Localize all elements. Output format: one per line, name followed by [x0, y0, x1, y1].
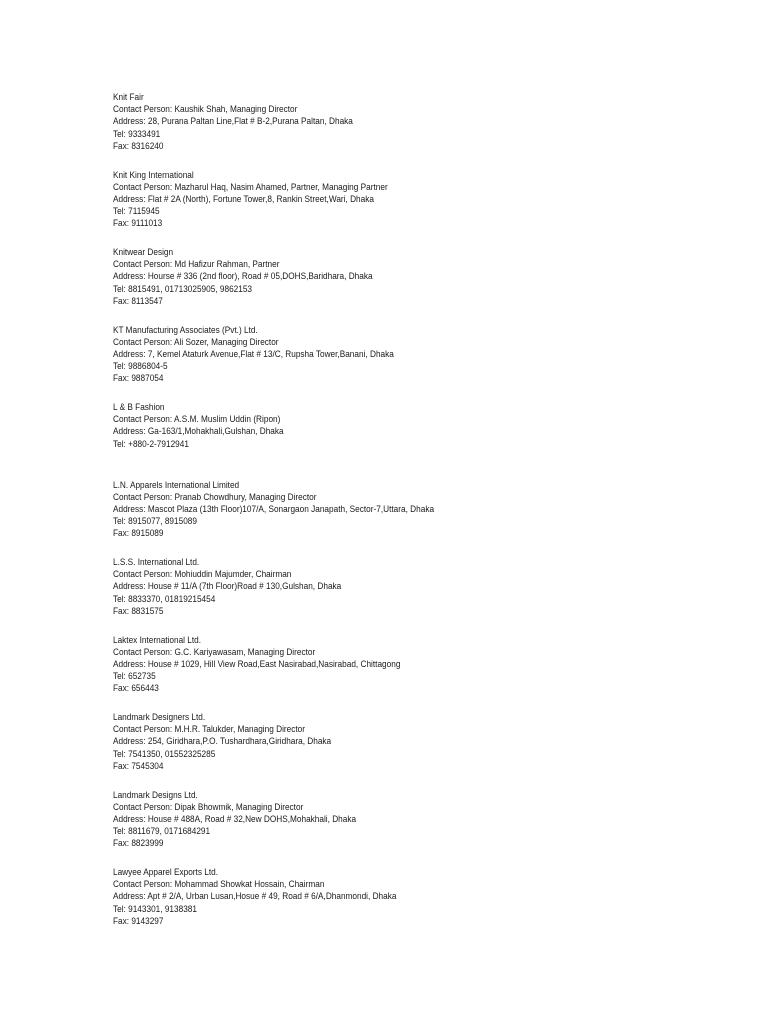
fax: Fax: 8823999: [113, 838, 164, 850]
directory-entry: [113, 635, 733, 713]
company-name: Knit Fair: [113, 92, 144, 103]
contact-person: Contact Person: Mohiuddin Majumder, Chairman: [113, 569, 292, 581]
contact-person: Contact Person: Dipak Bhowmik, Managing Director: [113, 801, 304, 813]
address: Address: Hourse # 336 (2nd floor), Road # 05,DOHS,Baridhara, Dhaka: [113, 271, 373, 283]
fax: Fax: 9887054: [113, 373, 164, 385]
fax: Fax: 8915089: [113, 528, 164, 540]
telephone: Tel: 8915077, 8915089: [113, 516, 197, 528]
directory-entry: [113, 790, 733, 868]
contact-person: Contact Person: Pranab Chowdhury, Managing Director: [113, 491, 317, 503]
fax: Fax: 8316240: [113, 140, 164, 152]
contact-person: Contact Person: M.H.R. Talukder, Managing Director: [113, 724, 305, 736]
directory-entry: [113, 402, 733, 480]
fax: Fax: 656443: [113, 683, 159, 695]
company-name: KT Manufacturing Associates (Pvt.) Ltd.: [113, 324, 258, 336]
telephone: Tel: 7541350, 01552325285: [113, 748, 216, 760]
address: Address: House # 1029, Hill View Road,East Nasirabad,Nasirabad, Chittagong: [113, 658, 401, 670]
telephone: Tel: 8811679, 0171684291: [113, 826, 211, 838]
telephone: Tel: 7115945: [113, 206, 160, 218]
directory-entry: [113, 247, 733, 325]
telephone: Tel: 9143301, 9138381: [113, 903, 197, 915]
telephone: Tel: 9333491: [113, 128, 161, 140]
contact-person: Contact Person: Mazharul Haq, Nasim Ahamed, Partner, Managing Partner: [113, 181, 388, 193]
address: Address: 7, Kemel Ataturk Avenue,Flat # 13/C, Rupsha Tower,Banani, Dhaka: [113, 348, 394, 360]
directory-entry: [113, 557, 733, 635]
telephone: Tel: 652735: [113, 671, 156, 683]
company-name: L & B Fashion: [113, 402, 165, 413]
directory-entry: [113, 170, 733, 248]
contact-person: Contact Person: A.S.M. Muslim Uddin (Ripon): [113, 414, 281, 426]
contact-person: Contact Person: Mohammad Showkat Hossain, Chairman: [113, 879, 325, 891]
contact-person: Contact Person: G.C. Kariyawasam, Managing Director: [113, 646, 316, 658]
directory-entry: [113, 867, 733, 945]
address: Address: 28, Purana Paltan Line,Flat # B-2,Purana Paltan, Dhaka: [113, 116, 353, 128]
address: Address: Apt # 2/A, Urban Lusan,Hosue # 49, Road # 6/A,Dhanmondi, Dhaka: [113, 891, 397, 903]
telephone: Tel: 9886804-5: [113, 361, 168, 373]
company-name: Laktex International Ltd.: [113, 634, 202, 646]
telephone: Tel: 8815491, 01713025905, 9862153: [113, 283, 253, 295]
fax: Fax: 8831575: [113, 605, 164, 617]
directory-page: [113, 92, 733, 945]
fax: Fax: 7545304: [113, 760, 164, 772]
company-name: Lawyee Apparel Exports Ltd.: [113, 867, 219, 878]
telephone: Tel: 8833370, 01819215454: [113, 593, 216, 605]
address: Address: House # 488A, Road # 32,New DOHS,Mohakhali, Dhaka: [113, 813, 357, 825]
company-name: Knit King International: [113, 169, 194, 181]
company-name: Knitwear Design: [113, 247, 174, 258]
company-name: L.N. Apparels International Limited: [113, 479, 240, 491]
telephone: Tel: +880-2-7912941: [113, 438, 189, 450]
company-name: Landmark Designs Ltd.: [113, 789, 198, 801]
fax: Fax: 9143297: [113, 915, 164, 927]
address: Address: 254, Giridhara,P.O. Tushardhara,Giridhara, Dhaka: [113, 736, 332, 748]
address: Address: House # 11/A (7th Floor)Road # 130,Gulshan, Dhaka: [113, 581, 342, 593]
fax: Fax: 8113547: [113, 295, 163, 307]
fax: Fax: 9111013: [113, 218, 163, 230]
directory-entry: [113, 325, 733, 403]
contact-person: Contact Person: Md Hafizur Rahman, Partner: [113, 259, 280, 271]
address: Address: Mascot Plaza (13th Floor)107/A, Sonargaon Janapath, Sector-7,Uttara, Dhaka: [113, 503, 435, 515]
company-name: L.S.S. International Ltd.: [113, 557, 200, 568]
contact-person: Contact Person: Kaushik Shah, Managing Director: [113, 104, 298, 116]
company-name: Landmark Designers Ltd.: [113, 712, 206, 723]
directory-entry: [113, 92, 733, 170]
address: Address: Flat # 2A (North), Fortune Tower,8, Rankin Street,Wari, Dhaka: [113, 193, 374, 205]
contact-person: Contact Person: Ali Sozer, Managing Director: [113, 336, 279, 348]
directory-entry: [113, 480, 733, 558]
directory-entry: [113, 712, 733, 790]
address: Address: Ga-163/1,Mohakhali,Gulshan, Dhaka: [113, 426, 284, 438]
